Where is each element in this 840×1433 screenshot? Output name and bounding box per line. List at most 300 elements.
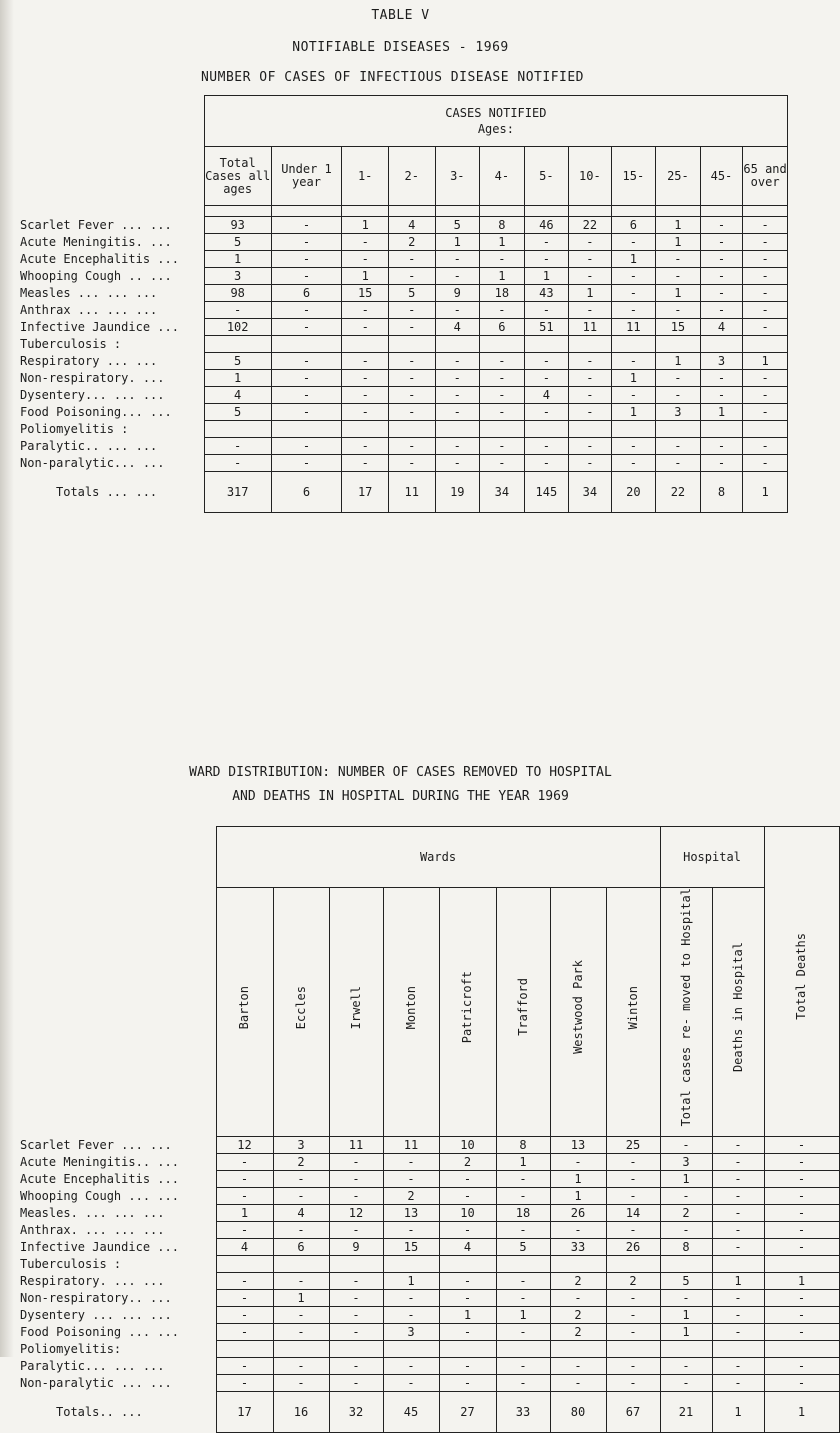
table-cell: - [550,1290,606,1307]
spacer-cell [480,206,525,217]
table-cell: - [524,455,569,472]
hospital-header: Hospital [660,827,764,888]
table-cell: 8 [480,217,525,234]
table-cell: - [439,1358,496,1375]
table-cell: - [700,455,743,472]
spacer-cell [16,206,204,217]
row-label: Measles. ... ... ... [16,1205,216,1222]
table-row [16,353,788,370]
table-cell: 5 [388,285,435,302]
totals-cell: 6 [271,472,342,513]
table-cell: - [271,370,342,387]
table-row [16,455,788,472]
table-cell: - [383,1222,439,1239]
table-cell: - [700,251,743,268]
table-cell: 11 [611,319,656,336]
table-cell: - [388,268,435,285]
table-cell: 4 [216,1239,273,1256]
table-cell [439,1341,496,1358]
table-cell: - [271,404,342,421]
table-row [16,1239,839,1256]
totals-cell: 20 [611,472,656,513]
table-cell [480,336,525,353]
table-cell: 8 [660,1239,712,1256]
table-cell: - [435,404,480,421]
table-cell: - [712,1375,764,1392]
table-cell: - [611,455,656,472]
table-cell: - [273,1324,329,1341]
table-cell: 1 [700,404,743,421]
table-cell [204,421,271,438]
table-cell: - [712,1222,764,1239]
row-label: Anthrax ... ... ... [16,302,204,319]
table-cell: 5 [435,217,480,234]
table-cell: - [271,268,342,285]
table-row [16,387,788,404]
table-cell: - [743,302,788,319]
table-cell: - [496,1324,550,1341]
table-cell: - [480,353,525,370]
table-cell: 1 [435,234,480,251]
table-cell: - [606,1290,660,1307]
table-cell: - [271,455,342,472]
table-cell [743,421,788,438]
totals-cell: 17 [216,1392,273,1433]
table-cell: 26 [550,1205,606,1222]
table-cell: - [656,268,701,285]
table-cell: 43 [524,285,569,302]
total-deaths-header [764,827,839,1137]
totals-row [16,1392,839,1433]
table-cell: 2 [439,1154,496,1171]
table-cell: - [216,1188,273,1205]
table-cell: 15 [383,1239,439,1256]
table-cell: 93 [204,217,271,234]
table-cell: 33 [550,1239,606,1256]
table-cell: - [656,302,701,319]
table-row [16,251,788,268]
col-header-age: 25- [656,147,701,206]
table-cell: - [496,1375,550,1392]
table-cell: - [342,370,389,387]
table-row [16,319,788,336]
table-cell: - [435,302,480,319]
row-label: Whooping Cough ... ... [16,1188,216,1205]
table-cell: 5 [660,1273,712,1290]
row-label: Scarlet Fever ... ... [16,217,204,234]
table-cell: 15 [342,285,389,302]
table-cell: - [388,404,435,421]
table-row [16,217,788,234]
table-cell: 11 [569,319,612,336]
table-row [16,1256,839,1273]
table-cell [660,1341,712,1358]
document-subtitle: NOTIFIABLE DISEASES - 1969 [292,40,509,55]
ward-distribution-table [16,826,840,1433]
table-cell: - [524,370,569,387]
table-cell: - [606,1171,660,1188]
total-deaths-label: Total Deaths [794,933,809,1021]
totals-cell: 22 [656,472,701,513]
totals-cell: 1 [764,1392,839,1433]
table-cell: - [342,404,389,421]
table-cell: - [216,1358,273,1375]
table-cell: - [273,1375,329,1392]
table-cell: - [764,1137,839,1154]
table-cell: - [435,438,480,455]
table-cell: - [660,1358,712,1375]
table-cell: - [764,1222,839,1239]
row-label: Infective Jaundice ... [16,1239,216,1256]
ward-section-title-1: WARD DISTRIBUTION: NUMBER OF CASES REMOVED TO HOSPITAL [189,765,612,780]
table-cell: - [216,1375,273,1392]
table-cell: - [743,319,788,336]
table-cell: 2 [550,1324,606,1341]
table-cell: - [388,438,435,455]
table-cell: - [271,387,342,404]
table-cell: 1 [743,353,788,370]
table-cell: - [660,1375,712,1392]
table-cell: 1 [660,1171,712,1188]
table-cell: 1 [656,217,701,234]
table-cell: - [271,217,342,234]
table-cell: - [204,438,271,455]
table-cell: - [569,268,612,285]
table-cell: 5 [204,234,271,251]
table-cell: 3 [700,353,743,370]
col-header-age: 3- [435,147,480,206]
table-row [16,234,788,251]
table-cell: 12 [329,1205,383,1222]
table-cell: - [480,387,525,404]
table-cell: - [712,1324,764,1341]
table-row [16,1222,839,1239]
table-row [16,336,788,353]
group-header [204,96,787,147]
table-cell: 14 [606,1205,660,1222]
table-cell: - [271,251,342,268]
spacer-cell [569,206,612,217]
table-cell: 6 [271,285,342,302]
table-cell: - [700,268,743,285]
table-cell [439,1256,496,1273]
table-cell: - [569,234,612,251]
table-cell: 1 [569,285,612,302]
table-cell: 102 [204,319,271,336]
table-cell [342,421,389,438]
table-cell: - [383,1171,439,1188]
table-cell: 6 [273,1239,329,1256]
table-cell: - [712,1307,764,1324]
table-cell: - [550,1375,606,1392]
table-cell: 3 [383,1324,439,1341]
table-cell: - [342,353,389,370]
totals-cell: 34 [480,472,525,513]
table-cell: - [496,1358,550,1375]
row-label: Infective Jaundice ... [16,319,204,336]
table-cell [569,336,612,353]
table-cell: 1 [712,1273,764,1290]
table-cell: 6 [480,319,525,336]
ward-col-header [273,888,329,1137]
table-cell: - [439,1324,496,1341]
table-cell: - [743,251,788,268]
table-cell: 3 [656,404,701,421]
table-cell: 46 [524,217,569,234]
table-cell: 5 [204,404,271,421]
table-cell: 1 [216,1205,273,1222]
ward-col-header [606,888,660,1137]
spacer-cell [524,206,569,217]
table-cell: - [700,302,743,319]
table-cell: 4 [700,319,743,336]
table-cell: - [216,1290,273,1307]
totals-cell: 32 [329,1392,383,1433]
table-cell: 1 [524,268,569,285]
table-cell: - [700,370,743,387]
spacer-cell [271,206,342,217]
ward-col-label: Monton [403,985,418,1029]
table-number: TABLE V [371,8,430,23]
table-cell: - [216,1154,273,1171]
table-cell [496,1341,550,1358]
table-cell: - [764,1307,839,1324]
table-cell: - [700,234,743,251]
table-cell: - [271,234,342,251]
spacer-cell [700,206,743,217]
row-label: Non-respiratory. ... [16,370,204,387]
table-cell: - [550,1358,606,1375]
table-cell: - [273,1171,329,1188]
group-label: CASES NOTIFIED [445,106,547,120]
table-cell: 22 [569,217,612,234]
table-cell: 9 [329,1239,383,1256]
blank-corner [16,96,204,147]
table-cell: - [329,1222,383,1239]
table-cell: 10 [439,1137,496,1154]
table-cell [271,336,342,353]
table-cell: - [656,438,701,455]
col-header-age: 15- [611,147,656,206]
table-row [16,404,788,421]
table-cell: - [273,1307,329,1324]
row-label: Tuberculosis : [16,1256,216,1273]
spacer-cell [611,206,656,217]
table-cell: - [383,1307,439,1324]
table-cell: 1 [656,234,701,251]
table-cell [764,1341,839,1358]
table-cell: - [764,1290,839,1307]
table-cell: - [329,1171,383,1188]
col-header-age: 2- [388,147,435,206]
table-cell: 13 [550,1137,606,1154]
table-cell [550,1341,606,1358]
spacer-cell [656,206,701,217]
ward-col-label: Eccles [293,985,308,1029]
table-cell [480,421,525,438]
col-header-total: Total Cases all ages [204,147,271,206]
row-label: Food Poisoning ... ... [16,1324,216,1341]
table-cell: 3 [204,268,271,285]
table-cell: 2 [388,234,435,251]
table-cell: - [611,268,656,285]
table-cell [204,336,271,353]
table-cell: 9 [435,285,480,302]
table-cell: - [712,1188,764,1205]
totals-cell: 317 [204,472,271,513]
table-cell: - [383,1290,439,1307]
table-cell: - [271,302,342,319]
table-cell: 1 [656,353,701,370]
table-cell: - [660,1137,712,1154]
table-cell: - [700,217,743,234]
totals-cell: 21 [660,1392,712,1433]
row-label-header [16,147,204,206]
table-row [16,285,788,302]
table-cell: 2 [550,1273,606,1290]
table-cell: - [712,1239,764,1256]
table-cell: - [496,1222,550,1239]
totals-cell: 16 [273,1392,329,1433]
table-cell: - [743,455,788,472]
table-cell: 26 [606,1239,660,1256]
table-cell: 1 [496,1307,550,1324]
table-cell [216,1256,273,1273]
table-cell: - [606,1358,660,1375]
col-header-age: 10- [569,147,612,206]
table-row [16,438,788,455]
table-cell: - [524,438,569,455]
document-title: NUMBER OF CASES OF INFECTIOUS DISEASE NOTIFIED [200,70,585,85]
table-cell [388,336,435,353]
table-cell: - [606,1375,660,1392]
table-cell: - [611,387,656,404]
table-cell: - [329,1358,383,1375]
table-cell: 11 [329,1137,383,1154]
table-cell: - [712,1290,764,1307]
totals-cell: 80 [550,1392,606,1433]
table-cell [656,336,701,353]
table-cell: - [606,1222,660,1239]
table-cell [435,336,480,353]
col-header-age: 45- [700,147,743,206]
table-cell: - [764,1188,839,1205]
table-cell: - [273,1222,329,1239]
blank-corner-2 [16,827,216,888]
table-row [16,1273,839,1290]
hospital-col-header [660,888,712,1137]
table-cell: - [743,370,788,387]
table-cell: - [273,1188,329,1205]
table-cell: - [271,438,342,455]
table-cell: - [480,302,525,319]
table-cell: - [329,1154,383,1171]
table-cell: 4 [524,387,569,404]
table-cell: 1 [611,251,656,268]
table-cell [606,1341,660,1358]
table-cell: 1 [550,1171,606,1188]
table-cell: 1 [204,370,271,387]
table-cell: - [439,1375,496,1392]
table-cell [271,421,342,438]
table-cell: - [743,217,788,234]
table-cell: - [480,404,525,421]
cases-notified-table [16,95,788,513]
table-cell: 8 [496,1137,550,1154]
row-label: Tuberculosis : [16,336,204,353]
table-cell: - [550,1154,606,1171]
table-cell: - [271,319,342,336]
table-cell [550,1256,606,1273]
table-cell: - [496,1188,550,1205]
table-cell: - [611,353,656,370]
table-cell: - [342,387,389,404]
table-cell: 2 [273,1154,329,1171]
table-cell: - [524,353,569,370]
table-cell [388,421,435,438]
table-cell: - [764,1375,839,1392]
totals-label: Totals ... ... [16,472,204,513]
table-cell: - [329,1307,383,1324]
table-cell: 10 [439,1205,496,1222]
row-label: Paralytic.. ... ... [16,438,204,455]
row-label: Acute Meningitis.. ... [16,1154,216,1171]
table-cell [764,1256,839,1273]
table-cell [383,1256,439,1273]
row-label: Whooping Cough .. ... [16,268,204,285]
table-row [16,1341,839,1358]
totals-cell: 45 [383,1392,439,1433]
table-cell: - [435,370,480,387]
table-cell: - [712,1171,764,1188]
table-cell: - [388,319,435,336]
table-cell: - [743,438,788,455]
table-cell: - [342,438,389,455]
table-cell: - [764,1205,839,1222]
table-cell: - [611,438,656,455]
page-edge-shadow [0,0,14,1357]
ward-col-header [496,888,550,1137]
table-cell: - [524,234,569,251]
table-cell: - [342,455,389,472]
table-cell: 18 [480,285,525,302]
table-cell: - [388,387,435,404]
table-cell [496,1256,550,1273]
table-cell: - [388,302,435,319]
table-cell: 5 [496,1239,550,1256]
row-label: Paralytic... ... ... [16,1358,216,1375]
table-cell [656,421,701,438]
table-cell: - [216,1222,273,1239]
wards-header: Wards [216,827,660,888]
table-cell: - [435,268,480,285]
table-cell: - [764,1154,839,1171]
table-cell [700,336,743,353]
table-cell: - [204,455,271,472]
table-cell: - [569,438,612,455]
table-cell: - [764,1239,839,1256]
table-cell: - [439,1290,496,1307]
table-row [16,370,788,387]
table-cell: - [329,1375,383,1392]
table-cell: - [524,404,569,421]
table-cell [569,421,612,438]
ward-col-header [439,888,496,1137]
row-label: Acute Encephalitis ... [16,251,204,268]
table-cell: - [606,1154,660,1171]
table-cell: 2 [383,1188,439,1205]
totals-cell: 33 [496,1392,550,1433]
